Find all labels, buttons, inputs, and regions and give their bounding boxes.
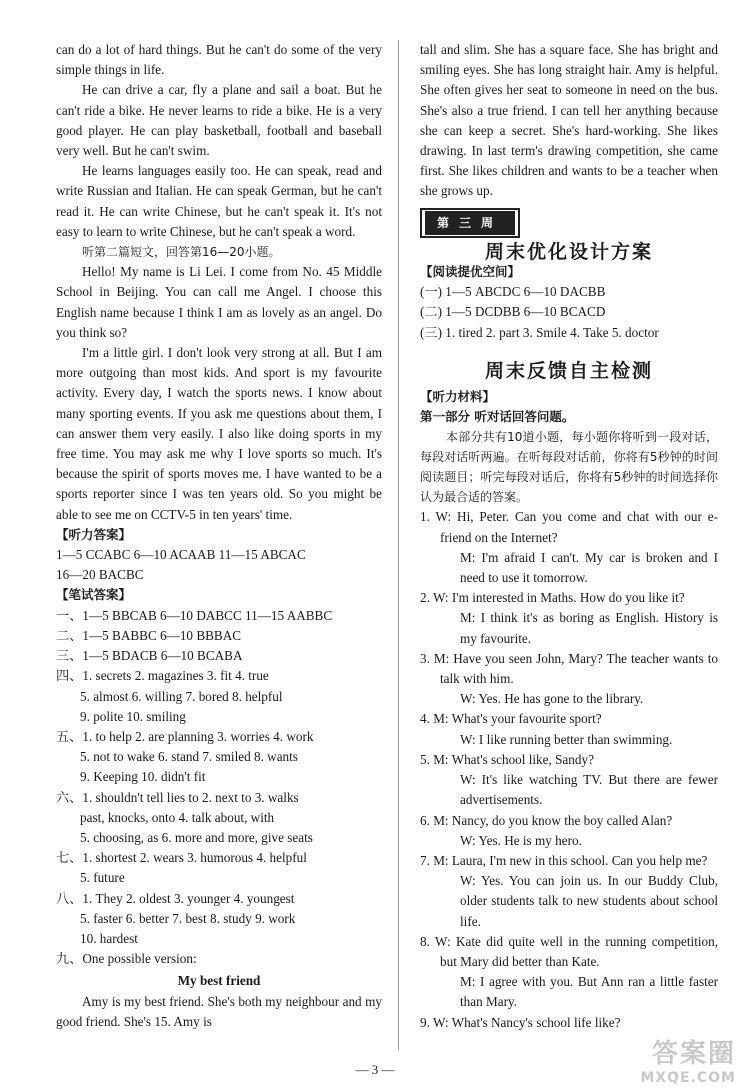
dialogue-number: 8. xyxy=(420,933,430,949)
paragraph: Hello! My name is Li Lei. I come from No. 45 Middle School in Beijing. You can call me Angel. I choose this English name because I think I am as lovely as an angel. Do you think so? xyxy=(56,264,382,340)
dialogue-item xyxy=(420,851,718,932)
dialogue-line-a: W: Kate did quite well in the running competition, but Mary did better than Kate. xyxy=(435,933,719,969)
dialogue-number: 5. xyxy=(420,751,430,767)
dialogue-line-a: M: What's your favourite sport? xyxy=(433,711,602,727)
answer-line: 七、1. shortest 2. wears 3. humorous 4. helpful xyxy=(56,850,307,866)
answer-line: 5. not to wake 6. stand 7. smiled 8. wants xyxy=(80,749,298,765)
dialogue-line-a: W: What's Nancy's school life like? xyxy=(432,1014,621,1030)
section-title: 周末反馈自主检测 xyxy=(484,359,653,382)
dialogue-number: 1. xyxy=(420,509,430,525)
instructions: 本部分共有10道小题，每小题你将听到一段对话，每段对话听两遍。在听每段对话前，你将有5秒钟的时间阅读题目；听完每段对话后，你将有5秒钟的时间选择你认为最合适的答案。 xyxy=(420,430,718,505)
dialogue-line-b: M: I think it's as boring as English. History is my favourite. xyxy=(460,610,718,646)
dialogue-line-b: W: Yes. You can join us. In our Buddy Club, older students talk to new students about school life. xyxy=(460,873,718,929)
dialogue-line-b: W: It's like watching TV. But there are fewer advertisements. xyxy=(460,772,718,808)
answer-line: 9. Keeping 10. didn't fit xyxy=(80,769,206,785)
dialogue-number: 7. xyxy=(420,852,430,868)
answer-line: 五、1. to help 2. are planning 3. worries 4. work xyxy=(56,728,314,744)
paragraph: He can drive a car, fly a plane and sail a boat. But he can't ride a bike. He never learns to ride a bike. He is a very good player. He can play basketball, football and baseball very well. But he can't swim. xyxy=(56,82,382,159)
dialogue-line xyxy=(420,588,718,608)
dialogue-line-b: M: I agree with you. But Ann ran a little faster than Mary. xyxy=(460,974,718,1010)
answer-line: (三) 1. tired 2. part 3. Smile 4. Take 5. doctor xyxy=(420,324,659,340)
essay-title: My best friend xyxy=(177,973,261,989)
answer-line: 10. hardest xyxy=(80,930,138,946)
dialogue-line xyxy=(420,851,718,871)
answer-line: 16—20 BACBC xyxy=(56,567,144,583)
answer-line: 5. almost 6. willing 7. bored 8. helpful xyxy=(80,688,283,704)
dialogue-item xyxy=(420,709,718,749)
dialogue-number: 2. xyxy=(420,590,430,606)
dialogue-item xyxy=(420,507,718,588)
dialogue-line xyxy=(420,750,718,770)
answer-line: 1—5 CCABC 6—10 ACAAB 11—15 ABCAC xyxy=(56,547,306,563)
answer-line: 二、1—5 BABBC 6—10 BBBAC xyxy=(56,627,242,643)
dialogue-line xyxy=(420,709,718,729)
dialogue-line-a: M: Laura, I'm new in this school. Can you help me? xyxy=(433,852,708,868)
answer-line: (一) 1—5 ABCDC 6—10 DACBB xyxy=(420,284,606,300)
answer-line: 四、1. secrets 2. magazines 3. fit 4. true xyxy=(56,668,269,684)
passage-intro: 听第二篇短文，回答第16—20小题。 xyxy=(82,245,281,260)
answer-line: 八、1. They 2. oldest 3. younger 4. youngest xyxy=(56,890,295,906)
written-answers-header: 【笔试答案】 xyxy=(56,587,132,603)
section-title: 周末优化设计方案 xyxy=(484,240,653,263)
dialogue-line-b: M: I'm afraid I can't. My car is broken and I need to use it tomorrow. xyxy=(460,549,718,586)
dialogue-list xyxy=(420,507,718,1032)
dialogue-line-b: W: I like running better than swimming. xyxy=(460,731,673,747)
dialogue-item xyxy=(420,811,718,851)
dialogue-number: 6. xyxy=(420,812,430,828)
paragraph: He learns languages easily too. He can speak, read and write Russian and Italian. He can speak German, but he can't read it. He can write Chinese, but he can't speak it. It's not easy to learn to write Chinese, but he can't speak a word. xyxy=(56,163,382,239)
dialogue-item xyxy=(420,750,718,811)
essay-continuation: tall and slim. She has a square face. She has bright and smiling eyes. She has long straight hair. Amy is helpful. She often gives her seat to someone in need on the bus. She's also a true friend. I can tell her anything because she can keep a secret. She's hard-working. She likes drawing. In last term's drawing competition, she came first. She likes children and wants to be a teacher when she grows up. xyxy=(420,42,718,199)
dialogue-line-a: M: Nancy, do you know the boy called Alan? xyxy=(433,812,673,828)
dialogue-line-a: M: What's school like, Sandy? xyxy=(433,751,594,767)
watermark-url: MXQE.COM xyxy=(640,1070,736,1086)
dialogue-line xyxy=(420,649,718,689)
dialogue-item xyxy=(420,649,718,710)
part-heading: 第一部分 听对话回答问题。 xyxy=(420,409,575,425)
answer-line: (二) 1—5 DCDBB 6—10 BCACD xyxy=(420,304,606,320)
answer-line: 九、One possible version: xyxy=(56,951,197,967)
dialogue-number: 3. xyxy=(420,650,430,666)
answer-line: 六、1. shouldn't tell lies to 2. next to 3. walks xyxy=(56,789,299,805)
dialogue-line-a: W: Hi, Peter. Can you come and chat with our e-friend on the Internet? xyxy=(435,509,718,545)
dialogue-number: 9. xyxy=(420,1014,430,1030)
dialogue-number: 4. xyxy=(420,711,430,727)
dialogue-item xyxy=(420,932,718,1013)
paragraph: I'm a little girl. I don't look very strong at all. But I am more outgoing than most kids. And sport is my favourite activity. Every day, I watch the sports news. I know about many sporting events. If you ask me questions about them, I can answer them very easily. I also like doing sports in my free time. You may ask me why I love sports so much. It's because the spirit of sports moves me. I have wanted to be a sports reporter since I was ten years old. So you might be able to see me on CCTV-5 in ten years' time. xyxy=(56,345,382,522)
dialogue-line-a: M: Have you seen John, Mary? The teacher wants to talk with him. xyxy=(433,650,719,687)
answer-line: 5. future xyxy=(80,870,125,886)
dialogue-item xyxy=(420,1013,718,1033)
answer-line: 9. polite 10. smiling xyxy=(80,708,186,724)
answer-line: 5. faster 6. better 7. best 8. study 9. work xyxy=(80,910,296,926)
answer-line: past, knocks, onto 4. talk about, with xyxy=(80,809,275,825)
dialogue-line xyxy=(420,507,718,547)
dialogue-line-b: W: Yes. He has gone to the library. xyxy=(460,691,644,707)
dialogue-line xyxy=(420,932,718,972)
dialogue-line xyxy=(420,811,718,831)
essay-paragraph: Amy is my best friend. She's both my neighbour and my good friend. She's 15. Amy is xyxy=(56,993,382,1029)
right-column xyxy=(420,40,718,1033)
answer-line: 一、1—5 BBCAB 6—10 DABCC 11—15 AABBC xyxy=(56,607,333,623)
paragraph: can do a lot of hard things. But he can't do some of the very simple things in life. xyxy=(56,42,382,78)
dialogue-line-b: W: Yes. He is my hero. xyxy=(460,832,582,848)
week-label-box xyxy=(420,208,520,238)
dialogue-line xyxy=(420,1013,718,1033)
listening-answers-header: 【听力答案】 xyxy=(56,526,132,542)
week-label: 第三周 xyxy=(425,211,515,235)
answer-line: 5. choosing, as 6. more and more, give seats xyxy=(80,829,313,845)
listening-material-header: 【听力材料】 xyxy=(420,389,496,405)
reading-header: 【阅读提优空间】 xyxy=(420,264,521,280)
dialogue-line-a: W: I'm interested in Maths. How do you like it? xyxy=(432,590,685,606)
watermark-text: 答案圈 xyxy=(651,1039,736,1069)
watermark-logo xyxy=(640,1033,736,1086)
dialogue-item xyxy=(420,588,718,649)
column-divider xyxy=(398,40,399,1050)
page-number: — 3 — xyxy=(355,1062,395,1077)
left-column xyxy=(56,40,382,1032)
answer-line: 三、1—5 BDACB 6—10 BCABA xyxy=(56,648,243,664)
